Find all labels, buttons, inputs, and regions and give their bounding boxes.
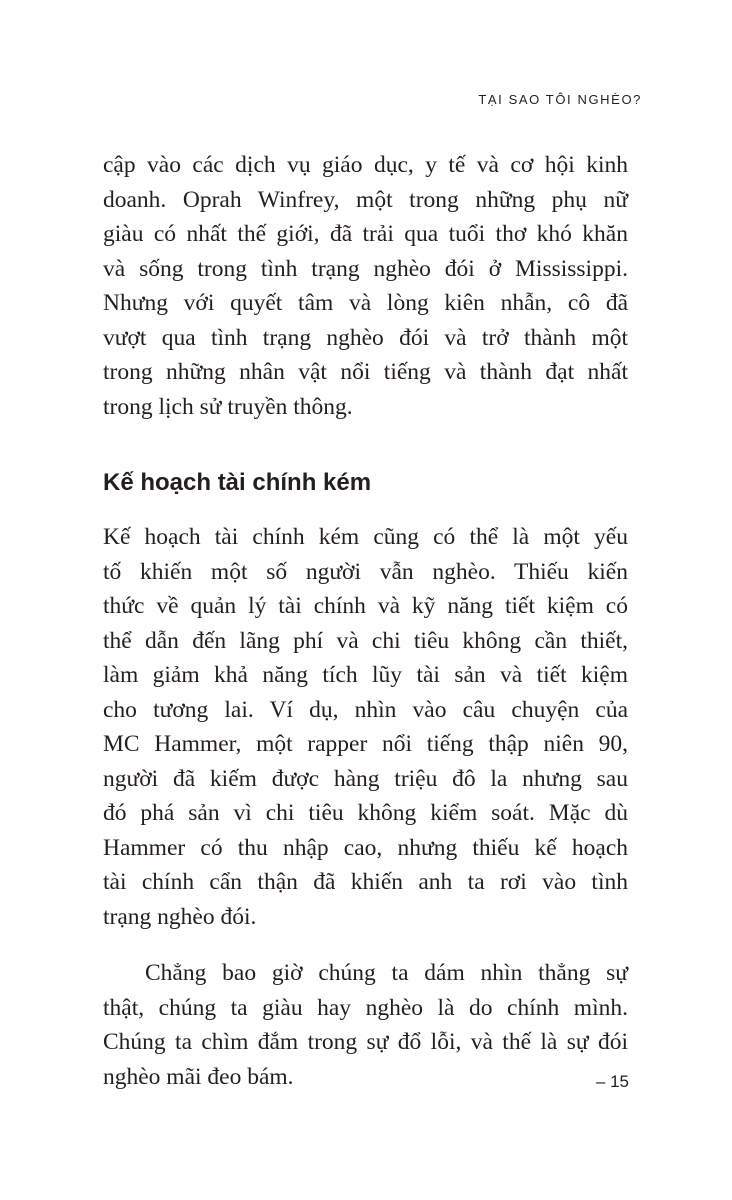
paragraph [103,148,628,424]
text-line: trong lịch sử truyền thông. [103,393,353,420]
running-header: TẠI SAO TÔI NGHÈO? [478,92,642,107]
paragraph-spacer [103,934,628,956]
text-line: và sống trong tình trạng nghèo đói ở Mississippi. [103,255,628,282]
text-line: Chúng ta chìm đắm trong sự đổ lỗi, và thế là sự đói [103,1029,628,1055]
text-line: đó phá sản vì chi tiêu không kiểm soát. Mặc dù [103,800,628,826]
text-line: thật, chúng ta giàu hay nghèo là do chính mình. [103,994,628,1021]
text-line: trong những nhân vật nổi tiếng và thành đạt nhất [103,359,628,385]
page-body [103,148,628,1094]
text-line: thể dẫn đến lãng phí và chi tiêu không cần thiết, [103,627,628,654]
paragraph [103,520,628,934]
page-number: – 15 [595,1072,629,1091]
text-line: Nhưng với quyết tâm và lòng kiên nhẫn, cô đã [103,290,628,316]
text-line: cho tương lai. Ví dụ, nhìn vào câu chuyện của [103,696,628,723]
text-line: MC Hammer, một rapper nổi tiếng thập niên 90, [103,731,628,757]
paragraph [103,956,628,1094]
text-line: người đã kiếm được hàng triệu đô la nhưng sau [103,765,628,792]
section-heading: Kế hoạch tài chính kém [103,469,372,496]
text-line: Chẳng bao giờ chúng ta dám nhìn thẳng sự [145,960,628,986]
text-line: thức về quản lý tài chính và kỹ năng tiết kiệm có [103,593,628,619]
text-line: tài chính cẩn thận đã khiến anh ta rơi vào tình [103,869,628,895]
text-line: trạng nghèo đói. [103,903,257,930]
text-line: doanh. Oprah Winfrey, một trong những phụ nữ [103,186,628,213]
text-line: vượt qua tình trạng nghèo đói và trở thành một [103,324,628,351]
text-line: giàu có nhất thế giới, đã trải qua tuổi thơ khó khăn [103,221,628,247]
text-line: Hammer có thu nhập cao, nhưng thiếu kế hoạch [103,834,628,861]
text-line: nghèo mãi đeo bám. [103,1063,294,1090]
text-line: tố khiến một số người vẫn nghèo. Thiếu kiến [103,558,628,585]
text-line: làm giảm khả năng tích lũy tài sản và tiết kiệm [103,662,628,688]
text-line: cập vào các dịch vụ giáo dục, y tế và cơ hội kinh [103,152,628,178]
text-line: Kế hoạch tài chính kém cũng có thể là một yếu [103,524,628,550]
